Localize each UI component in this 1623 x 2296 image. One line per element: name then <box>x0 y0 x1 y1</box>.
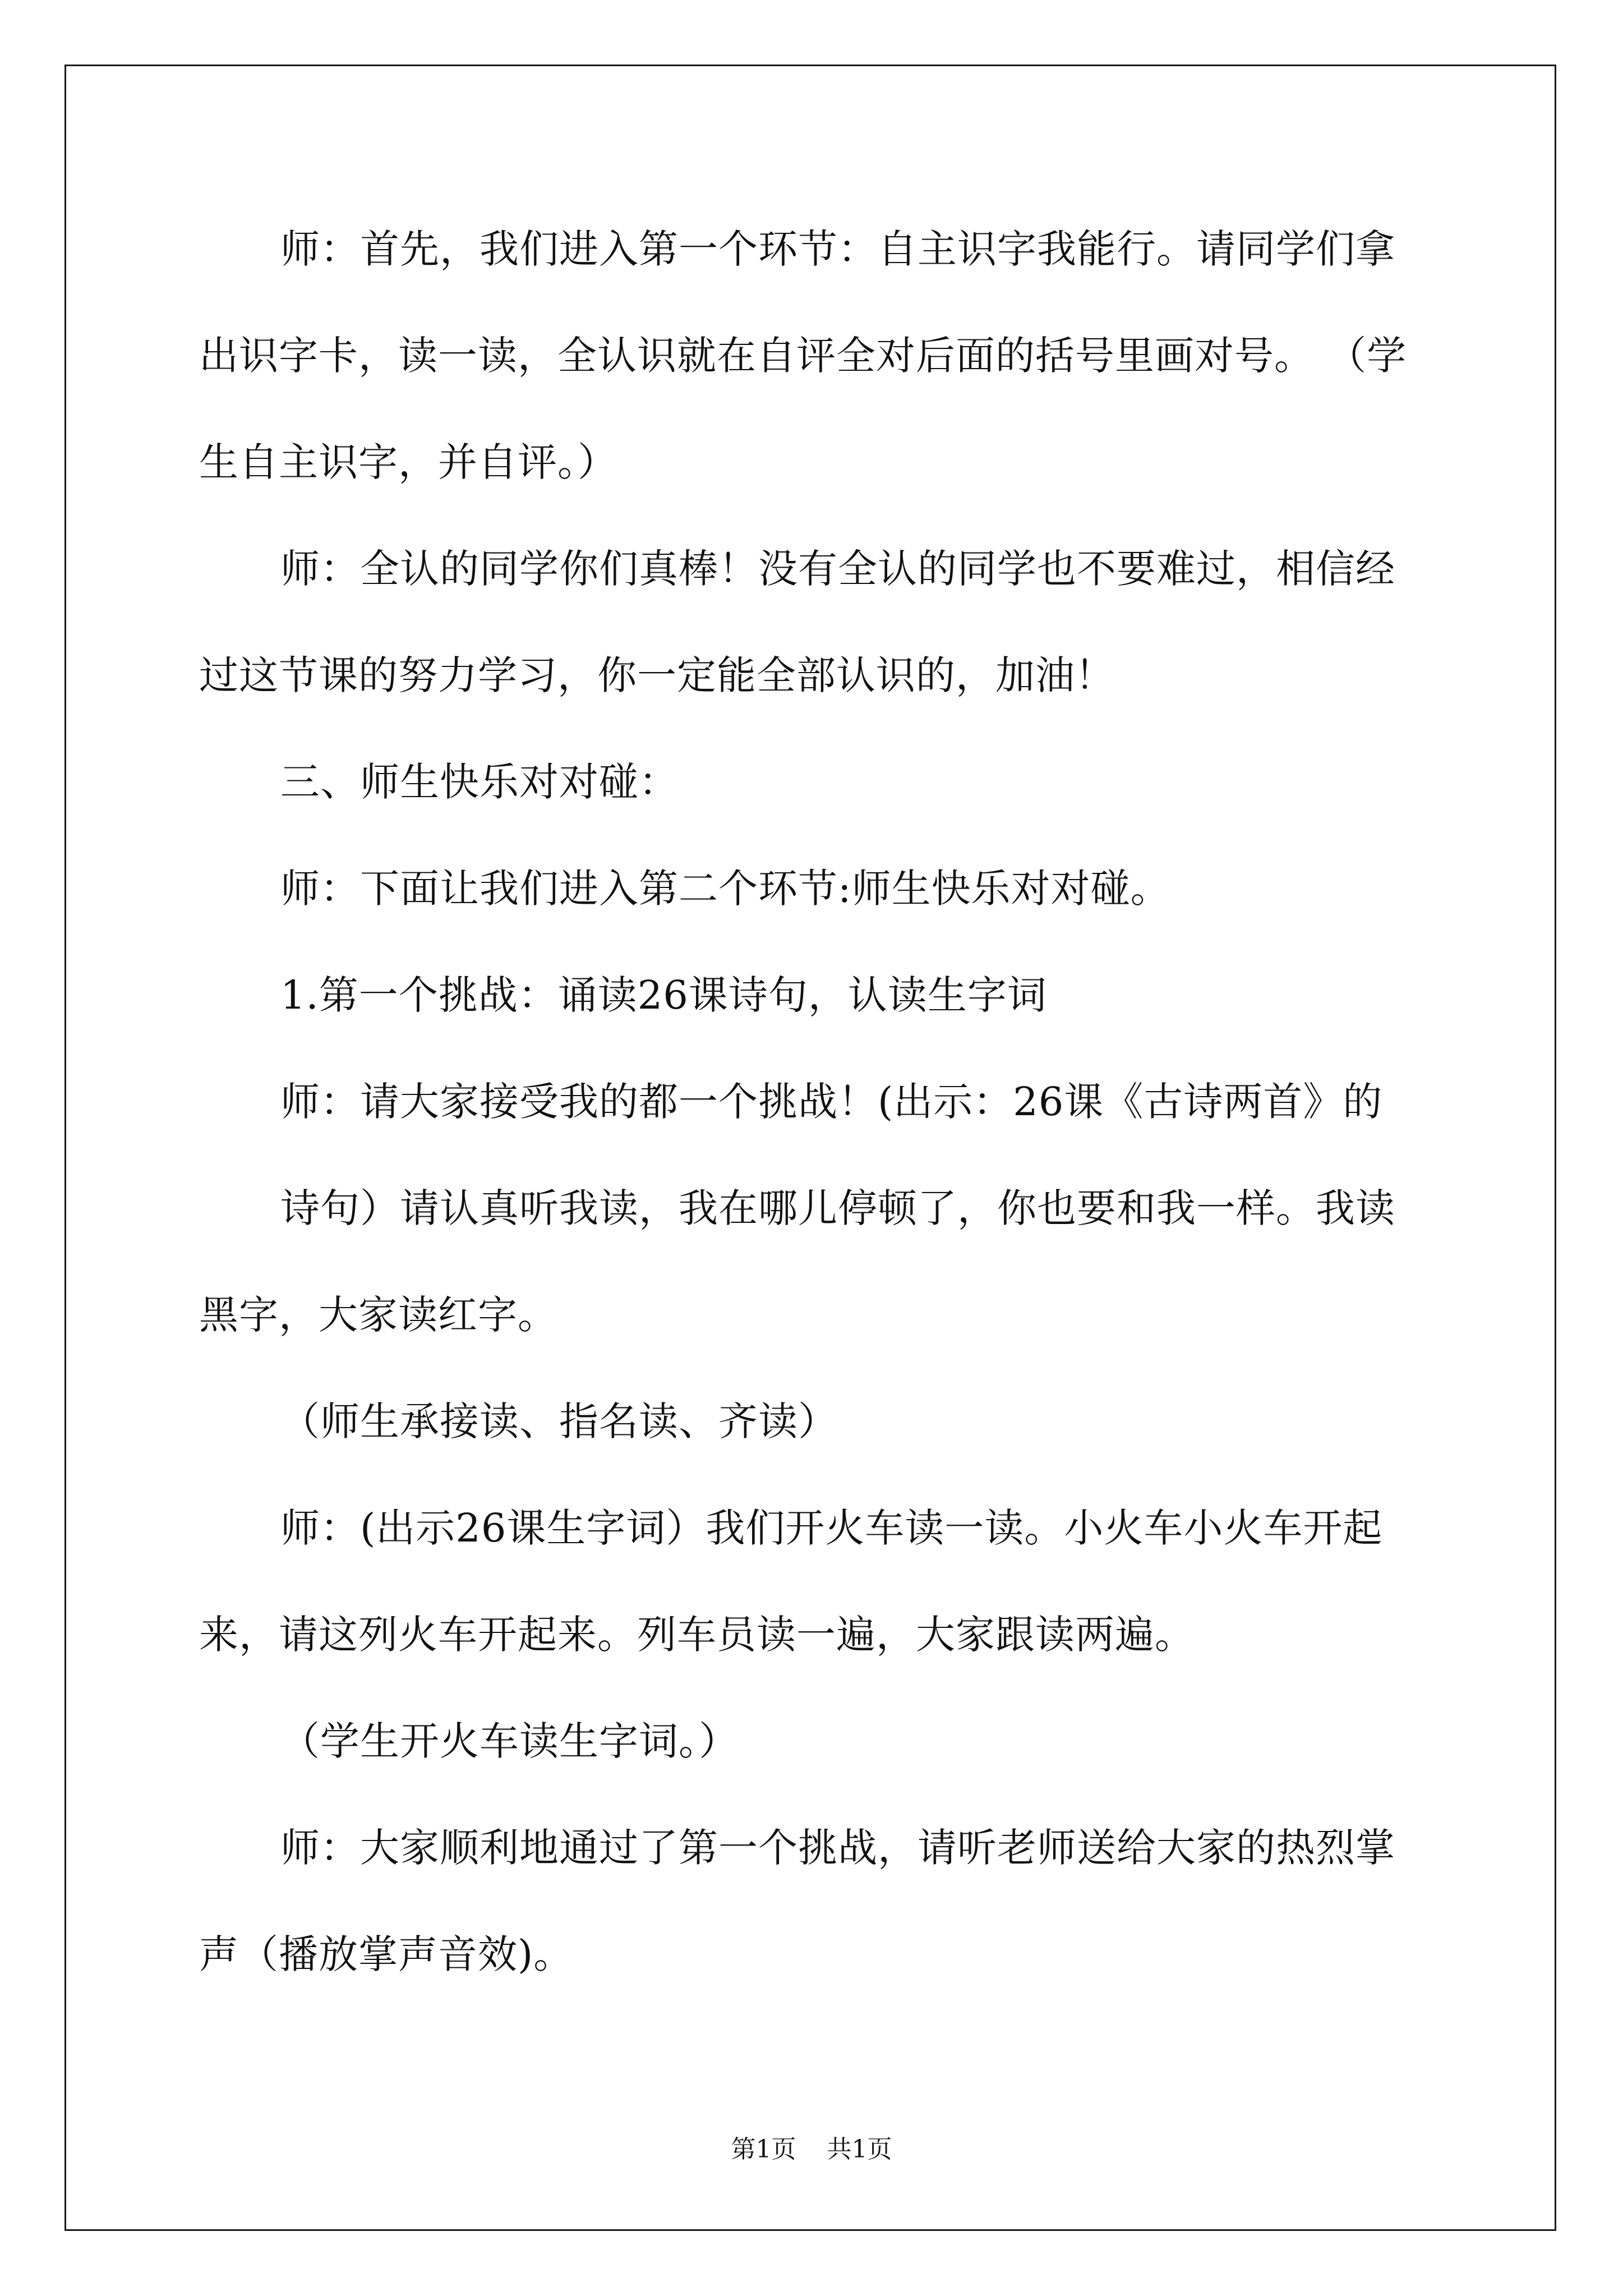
paragraph-line: 生自主识字，并自评。） <box>199 439 617 485</box>
paragraph-line: （师生承接读、指名读、齐读） <box>280 1398 838 1444</box>
paragraph-line: 诗句）请认真听我读，我在哪儿停顿了，你也要和我一样。我读 <box>280 1185 1395 1231</box>
paragraph-line: 来，请这列火车开起来。列车员读一遍，大家跟读两遍。 <box>199 1612 1195 1658</box>
paragraph-line: 师：大家顺利地通过了第一个挑战，请听老师送给大家的热烈掌 <box>280 1825 1395 1871</box>
paragraph-line: 过这节课的努力学习，你一定能全部认识的，加油！ <box>199 652 1115 698</box>
paragraph-line: 师：全认的同学你们真棒！没有全认的同学也不要难过，相信经 <box>280 546 1395 592</box>
paragraph-line: 师：下面让我们进入第二个环节:师生快乐对对碰。 <box>280 866 1170 912</box>
page-border <box>64 65 1556 2231</box>
section-heading: 三、师生快乐对对碰： <box>280 759 679 805</box>
paragraph-line: 黑字，大家读红字。 <box>199 1292 557 1338</box>
page-number-total: 共1页 <box>827 2135 892 2164</box>
paragraph-line: 声（播放掌声音效)。 <box>199 1931 574 1977</box>
page-footer <box>0 2136 1623 2164</box>
subsection-heading: 1.第一个挑战：诵读26课诗句，认读生字词 <box>280 972 1047 1018</box>
page-number-current: 第1页 <box>731 2135 796 2164</box>
paragraph-line: 师：请大家接受我的都一个挑战！(出示：26课《古诗两首》的 <box>280 1079 1383 1125</box>
paragraph-line: 师：(出示26课生字词）我们开火车读一读。小火车小火车开起 <box>280 1505 1383 1551</box>
paragraph-line: 出识字卡，读一读，全认识就在自评全对后面的括号里画对号。 （学 <box>199 333 1407 379</box>
paragraph-line: 师：首先，我们进入第一个环节：自主识字我能行。请同学们拿 <box>280 226 1395 272</box>
paragraph-line: （学生开火车读生字词。） <box>280 1718 739 1764</box>
